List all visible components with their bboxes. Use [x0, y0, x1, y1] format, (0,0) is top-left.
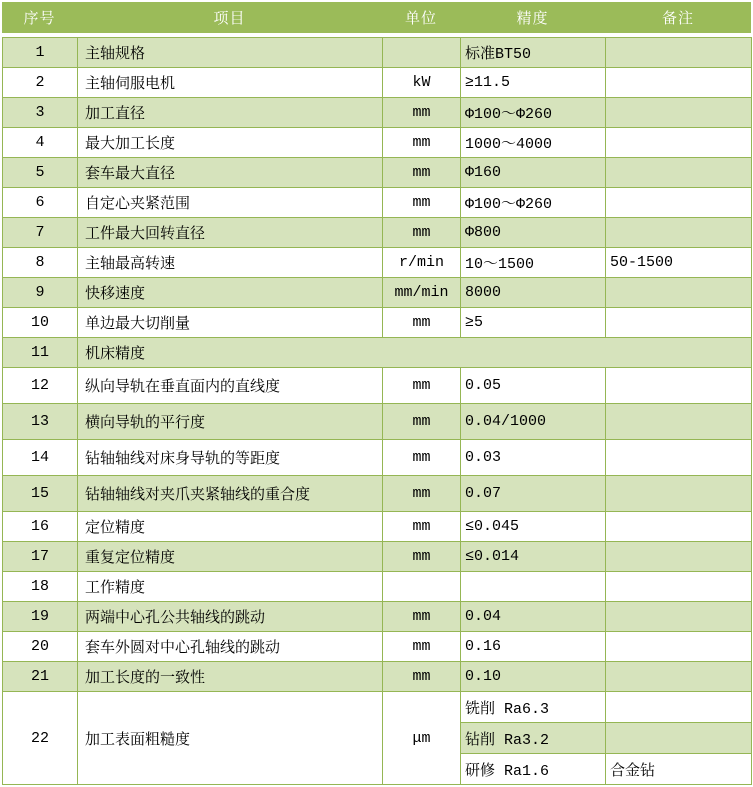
cell-precision: 0.16 [461, 632, 606, 662]
cell-remark [606, 68, 752, 98]
table-row [3, 308, 752, 338]
header-col-no: 序号 [23, 11, 56, 28]
cell-item: 加工长度的一致性 [78, 662, 383, 692]
table-row [3, 440, 752, 476]
cell-no: 14 [3, 440, 78, 476]
cell-item: 机床精度 [78, 338, 752, 368]
cell-item: 定位精度 [78, 512, 383, 542]
table-row [3, 662, 752, 692]
cell-remark [606, 404, 752, 440]
cell-unit: r/min [383, 248, 461, 278]
cell-item: 工作精度 [78, 572, 383, 602]
table-row [3, 128, 752, 158]
cell-no: 20 [3, 632, 78, 662]
cell-precision: Φ800 [461, 218, 606, 248]
table-row [3, 188, 752, 218]
cell-precision: 1000～4000 [461, 128, 606, 158]
cell-unit: mm [383, 368, 461, 404]
cell-precision: ≥5 [461, 308, 606, 338]
header-col-remark: 备注 [661, 11, 694, 28]
table-row [3, 248, 752, 278]
cell-remark: 合金钻 [606, 754, 752, 785]
cell-unit: mm [383, 632, 461, 662]
table-row [3, 38, 752, 68]
cell-item: 钻轴轴线对床身导轨的等距度 [78, 440, 383, 476]
table-row [3, 404, 752, 440]
cell-precision: 0.05 [461, 368, 606, 404]
cell-unit: mm [383, 404, 461, 440]
cell-unit: kW [383, 68, 461, 98]
cell-remark [606, 632, 752, 662]
cell-unit: μm [383, 692, 461, 785]
table-row [3, 278, 752, 308]
cell-no: 21 [3, 662, 78, 692]
cell-remark [606, 218, 752, 248]
cell-unit: mm/min [383, 278, 461, 308]
cell-remark [606, 572, 752, 602]
table-row [3, 98, 752, 128]
table-row [3, 68, 752, 98]
cell-item: 快移速度 [78, 278, 383, 308]
cell-precision: 0.10 [461, 662, 606, 692]
table-body [3, 38, 752, 785]
cell-no: 15 [3, 476, 78, 512]
cell-remark [606, 692, 752, 723]
cell-precision: ≤0.014 [461, 542, 606, 572]
table-row [3, 338, 752, 368]
cell-item: 主轴伺服电机 [78, 68, 383, 98]
cell-remark [606, 98, 752, 128]
cell-remark [606, 128, 752, 158]
header-col-unit: 单位 [404, 11, 437, 28]
cell-remark [606, 723, 752, 754]
cell-no: 12 [3, 368, 78, 404]
cell-unit [383, 38, 461, 68]
cell-item: 两端中心孔公共轴线的跳动 [78, 602, 383, 632]
cell-precision: Φ160 [461, 158, 606, 188]
cell-item: 加工表面粗糙度 [78, 692, 383, 785]
cell-precision: ≥11.5 [461, 68, 606, 98]
cell-unit: mm [383, 542, 461, 572]
cell-unit: mm [383, 476, 461, 512]
cell-remark [606, 512, 752, 542]
cell-item: 工件最大回转直径 [78, 218, 383, 248]
cell-no: 17 [3, 542, 78, 572]
cell-no: 5 [3, 158, 78, 188]
cell-precision: 研修 Ra1.6 [461, 754, 606, 785]
cell-no: 1 [3, 38, 78, 68]
cell-remark [606, 158, 752, 188]
cell-remark [606, 38, 752, 68]
cell-remark [606, 662, 752, 692]
header-col-precision: 精度 [516, 11, 549, 28]
cell-item: 加工直径 [78, 98, 383, 128]
cell-item: 套车最大直径 [78, 158, 383, 188]
header-col-item: 项目 [213, 11, 246, 28]
cell-precision: 0.03 [461, 440, 606, 476]
cell-remark [606, 308, 752, 338]
cell-precision: ≤0.045 [461, 512, 606, 542]
cell-no: 16 [3, 512, 78, 542]
table-row [3, 572, 752, 602]
cell-item: 纵向导轨在垂直面内的直线度 [78, 368, 383, 404]
cell-precision: 0.04 [461, 602, 606, 632]
cell-item: 横向导轨的平行度 [78, 404, 383, 440]
table-row [3, 476, 752, 512]
cell-unit: mm [383, 308, 461, 338]
cell-unit: mm [383, 188, 461, 218]
cell-remark [606, 542, 752, 572]
cell-unit: mm [383, 602, 461, 632]
cell-item: 主轴规格 [78, 38, 383, 68]
table-header [2, 2, 751, 33]
cell-item: 最大加工长度 [78, 128, 383, 158]
cell-no: 3 [3, 98, 78, 128]
cell-unit: mm [383, 662, 461, 692]
table-row [3, 632, 752, 662]
spec-table [2, 37, 752, 785]
table-row [3, 602, 752, 632]
cell-precision: 10～1500 [461, 248, 606, 278]
cell-precision: 8000 [461, 278, 606, 308]
cell-item: 主轴最高转速 [78, 248, 383, 278]
cell-remark: 50-1500 [606, 248, 752, 278]
cell-precision: Φ100～Φ260 [461, 188, 606, 218]
cell-precision: 标准BT50 [461, 38, 606, 68]
cell-remark [606, 368, 752, 404]
cell-no: 19 [3, 602, 78, 632]
table-row [3, 692, 752, 723]
cell-unit: mm [383, 218, 461, 248]
cell-item: 重复定位精度 [78, 542, 383, 572]
cell-precision: 钻削 Ra3.2 [461, 723, 606, 754]
cell-unit [383, 572, 461, 602]
cell-no: 22 [3, 692, 78, 785]
cell-unit: mm [383, 512, 461, 542]
cell-item: 套车外圆对中心孔轴线的跳动 [78, 632, 383, 662]
cell-unit: mm [383, 440, 461, 476]
cell-no: 2 [3, 68, 78, 98]
cell-precision: Φ100～Φ260 [461, 98, 606, 128]
cell-no: 10 [3, 308, 78, 338]
cell-remark [606, 476, 752, 512]
table-row [3, 218, 752, 248]
cell-no: 4 [3, 128, 78, 158]
cell-no: 6 [3, 188, 78, 218]
cell-precision [461, 572, 606, 602]
cell-item: 自定心夹紧范围 [78, 188, 383, 218]
table-row [3, 368, 752, 404]
cell-no: 8 [3, 248, 78, 278]
cell-no: 11 [3, 338, 78, 368]
cell-precision: 0.07 [461, 476, 606, 512]
cell-precision: 铣削 Ra6.3 [461, 692, 606, 723]
cell-item: 单边最大切削量 [78, 308, 383, 338]
cell-remark [606, 440, 752, 476]
cell-item: 钻轴轴线对夹爪夹紧轴线的重合度 [78, 476, 383, 512]
cell-precision: 0.04/1000 [461, 404, 606, 440]
cell-no: 18 [3, 572, 78, 602]
table-row [3, 542, 752, 572]
cell-unit: mm [383, 128, 461, 158]
cell-unit: mm [383, 158, 461, 188]
cell-unit: mm [383, 98, 461, 128]
cell-no: 13 [3, 404, 78, 440]
cell-remark [606, 188, 752, 218]
cell-remark [606, 278, 752, 308]
cell-no: 7 [3, 218, 78, 248]
cell-no: 9 [3, 278, 78, 308]
table-row [3, 158, 752, 188]
table-row [3, 512, 752, 542]
cell-remark [606, 602, 752, 632]
